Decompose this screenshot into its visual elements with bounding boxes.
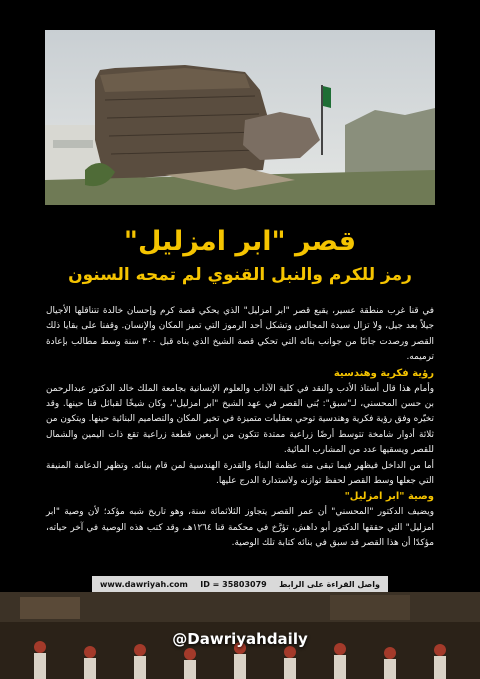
section-heading-will: وصية "ابر امزليل": [344, 491, 434, 503]
site-link[interactable]: www.dawriyah.com: [100, 579, 188, 589]
section-heading-vision: رؤية فكرية وهندسية: [333, 367, 434, 379]
read-more-label: واصل القراءة على الرابط: [279, 579, 380, 589]
read-more-bar[interactable]: [92, 576, 388, 592]
castle-photo: [45, 30, 435, 205]
social-handle[interactable]: @Dawriyahdaily: [172, 630, 308, 648]
intro-paragraph: في قنا غرب منطقة عسير، يقبع قصر "ابر امزليل" الذي يحكي قصة كرم وإحسان خالدة تتناقلها الأجيال جيلاً بعد جيل، ولا تزال سيدة المجالس وتشكل أحد الرموز التي تميز المكان والإنسان. وقفنا على بقايا ذلك القصر ورصدت جانبًا من جوانب بنائه التي تحكي قصة الشيخ الذي بناه قبل ٣٠٠ سنة وسط مطالب بإعادة ترميمه.: [46, 306, 434, 363]
page-title: قصر "ابر امزليل": [123, 226, 357, 257]
body-paragraph: أما من الداخل فيظهر فيما تبقى منه عظمة البناء والقدرة الهندسية لمن قام ببنائه. وتظهر الدعامة المنيفة التي جعلها وسط القصر لحفظ توازنه ولاستدارة الدرج عليها.: [46, 460, 434, 487]
article-body: [46, 304, 434, 552]
body-paragraph: وأمام هذا قال أستاذ الأدب والنقد في كلية الآداب والعلوم الإنسانية بجامعة الملك خالد الدكتور عبدالرحمن بن حسن المحسني، لـ"سبق": بُني القصر في عهد الشيخ "ابر امزليل"، وكان شيخًا لقبائل قنا حينها. وقد تخيّره وفق رؤية فكرية وهندسية توحي بعقليات متميزة في تخير المكان والتصاميم البنائية حينها. ويتكون من ثلاثة أدوار شامخة تتوسط أرضًا زراعية ممتدة تتكون من أربعين قطعة زراعية تقع ذات اليمين والشمال للقصر ويسقيها عدد من المشارب المائية.: [46, 383, 434, 456]
body-paragraph: ويضيف الدكتور "المحسني" أن عمر القصر يتجاوز الثلاثمائة سنة، وهو تاريخ شبه مؤكد؛ لأن وصية "ابر امزليل" التي حققها الدكتور أبو داهش، تؤرَّخ في محكمة قنا ١٢٦٤هـ، وقد كتب هذه الوصية في آخر حياته، مؤكدًا أن هذا القصر قد سبق في بنائه كتابة تلك الوصية.: [46, 507, 434, 549]
page-subtitle: رمز للكرم والنبل القنوي لم تمحه السنون: [68, 265, 412, 285]
article-id: ID = 35803079: [200, 579, 267, 589]
